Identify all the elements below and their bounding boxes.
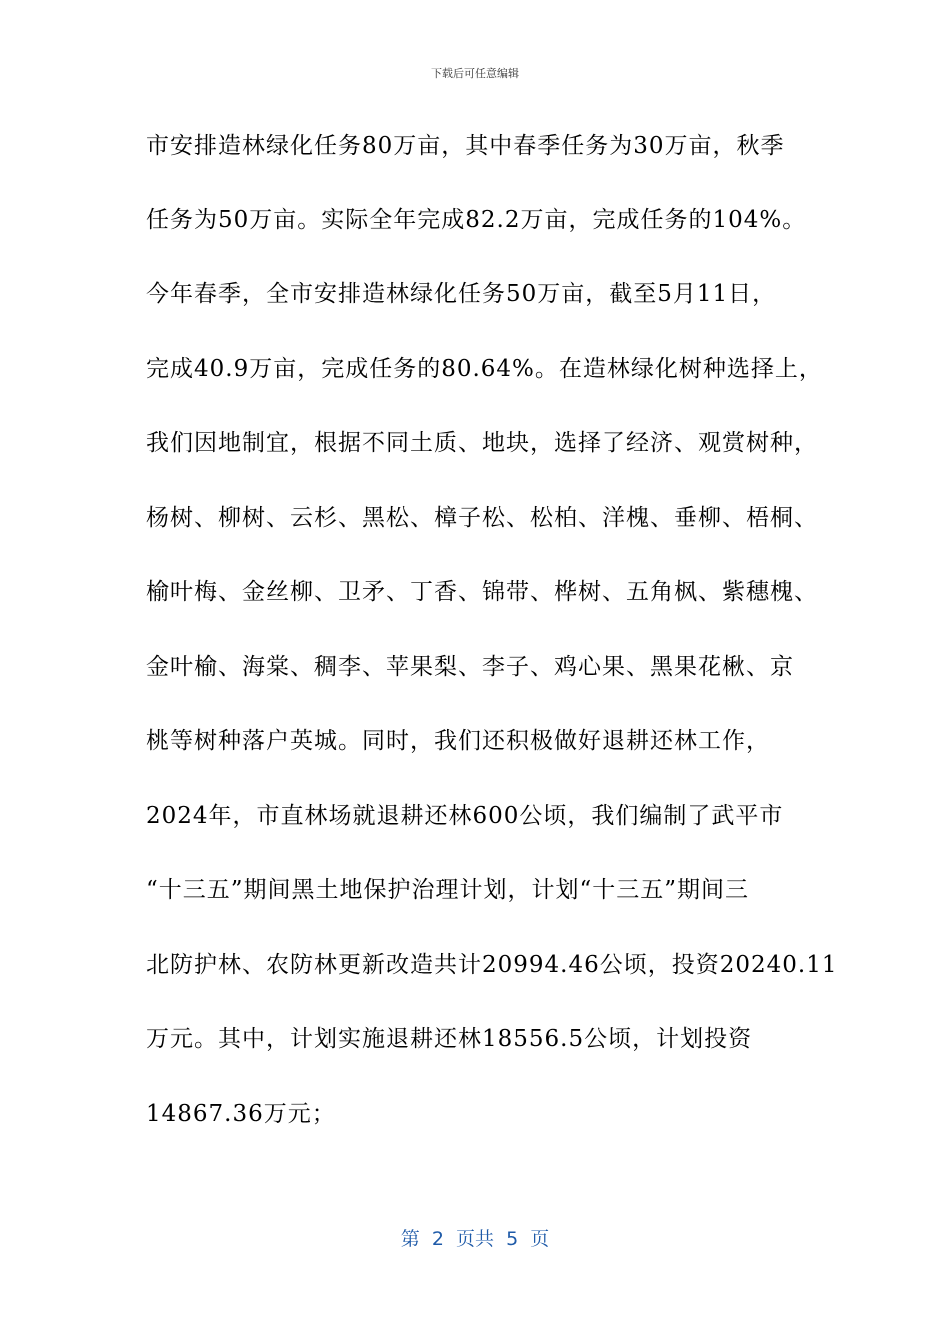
body-line: 今年春季，全市安排造林绿化任务50万亩，截至5月11日， — [146, 281, 777, 307]
body-line: 市安排造林绿化任务80万亩，其中春季任务为30万亩，秋季 — [146, 133, 785, 159]
body-line: 完成40.9万亩，完成任务的80.64%。在造林绿化树种选择上， — [146, 356, 823, 382]
header-note: 下载后可任意编辑 — [431, 67, 519, 80]
body-line: 桃等树种落户英城。同时，我们还积极做好退耕还林工作， — [146, 728, 770, 754]
body-line: 杨树、柳树、云杉、黑松、樟子松、松柏、洋槐、垂柳、梧桐、 — [146, 505, 818, 531]
body-line: 任务为50万亩。实际全年完成82.2万亩，完成任务的104%。 — [146, 207, 807, 233]
body-line: 北防护林、农防林更新改造共计20994.46公顷，投资20240.11 — [146, 952, 838, 978]
page-number-footer: 第 2 页共 5 页 — [400, 1228, 550, 1250]
body-line: 万元。其中，计划实施退耕还林18556.5公顷，计划投资 — [146, 1026, 753, 1052]
body-line: 榆叶梅、金丝柳、卫矛、丁香、锦带、桦树、五角枫、紫穗槐、 — [146, 579, 818, 605]
body-line: 2024年，市直林场就退耕还林600公顷，我们编制了武平市 — [146, 803, 784, 829]
body-line: 金叶榆、海棠、稠李、苹果梨、李子、鸡心果、黑果花楸、京 — [146, 654, 794, 680]
body-line: “十三五”期间黑土地保护治理计划，计划“十三五”期间三 — [146, 877, 750, 903]
body-line: 14867.36万元； — [146, 1101, 336, 1127]
body-line: 我们因地制宜，根据不同土质、地块，选择了经济、观赏树种， — [146, 430, 818, 456]
